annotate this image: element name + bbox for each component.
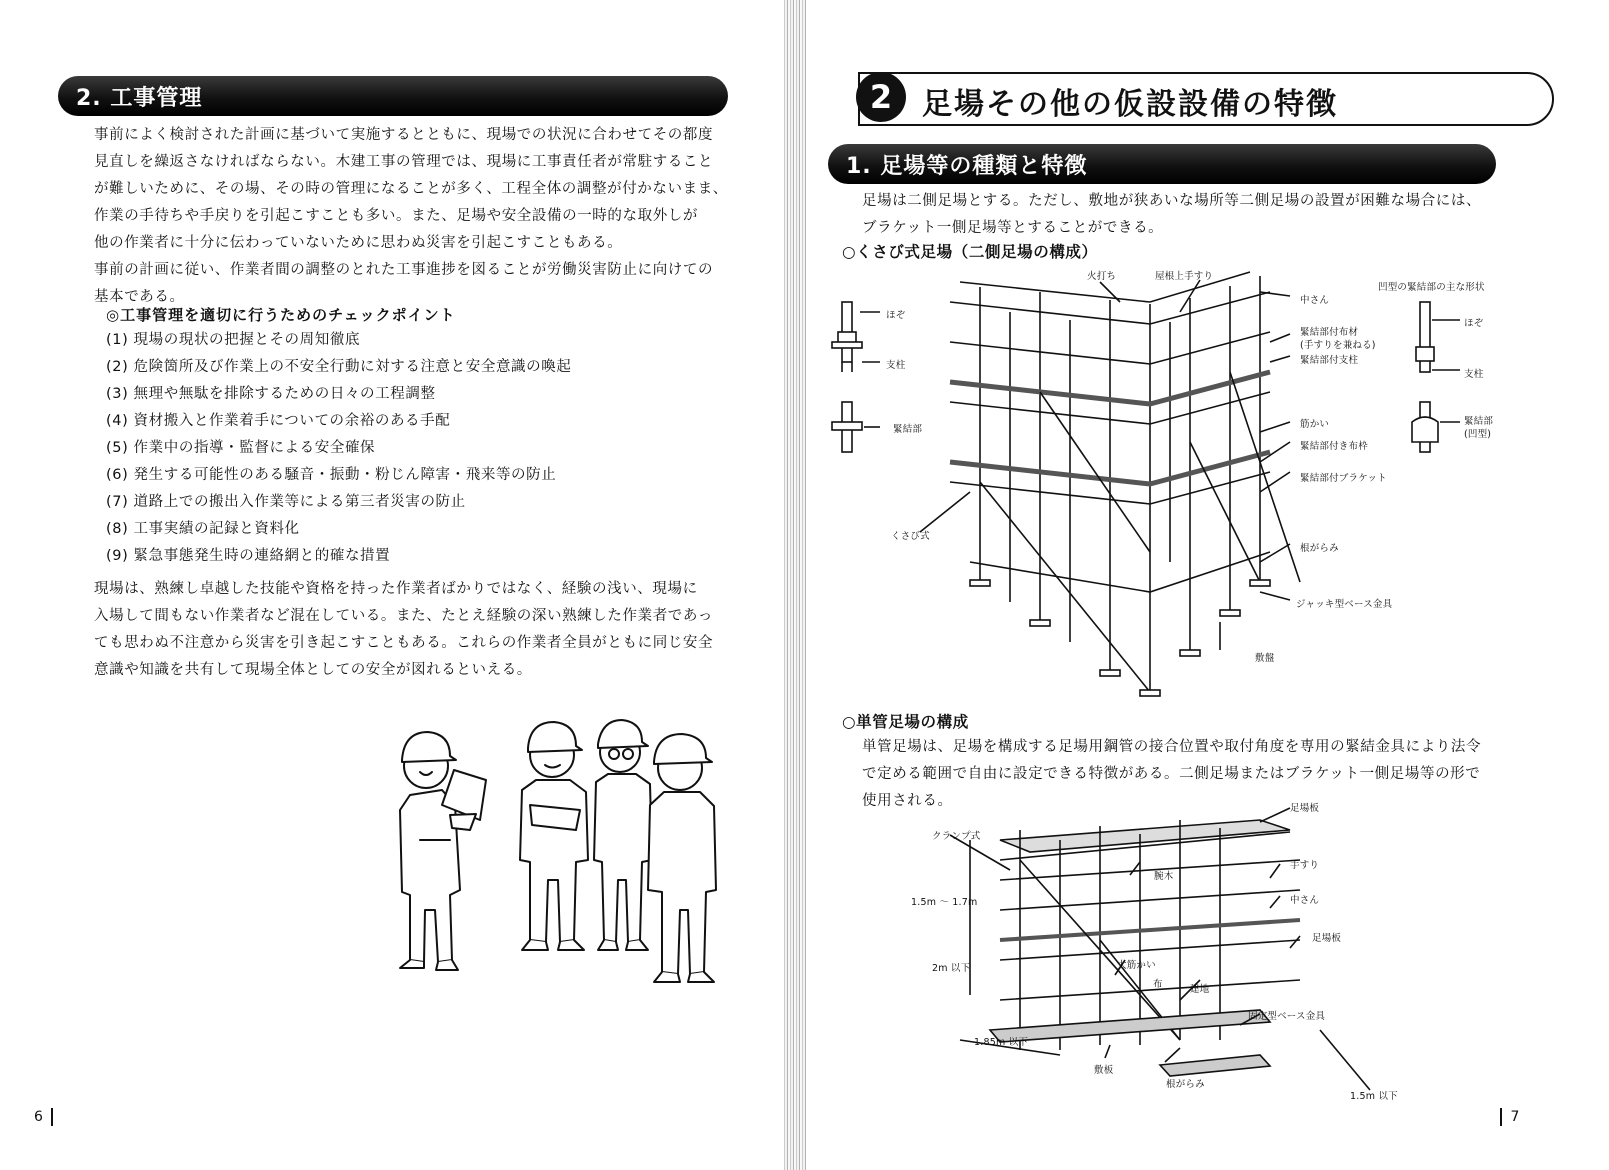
- label-hozo-left: ほぞ: [886, 310, 906, 321]
- label-clamp: クランプ式: [932, 831, 981, 842]
- page-number-text: 7: [1510, 1109, 1520, 1125]
- label-nuno: 布: [1153, 979, 1163, 990]
- chapter-title: 足場その他の仮設設備の特徴: [922, 87, 1338, 122]
- book-gutter: [784, 0, 806, 1170]
- intro-paragraph: [94, 122, 734, 311]
- label-yaneue-tesuri: 屋根上手すり: [1155, 271, 1214, 282]
- section-header-scaffold-types: [828, 144, 1496, 184]
- section-title: 2. 工事管理: [76, 86, 203, 111]
- label-ashibaita-mid: 足場板: [1312, 933, 1342, 944]
- text-line: 事前の計画に従い、作業者間の調整のとれた工事進捗を図ることが労働災害防止に向けての: [94, 262, 714, 278]
- label-kinketsubu-left: 緊結部: [893, 424, 923, 435]
- text-line: 意識や知識を共有して現場全体としての安全が図れるといえる。: [94, 662, 532, 678]
- text-line: 見直しを繰返さなければならない。木建工事の管理では、現場に工事責任者が常駐すること: [94, 154, 714, 170]
- label-kinketsubu-right: 緊結部: [1464, 416, 1494, 427]
- label-jack-base: ジャッキ型ベース金具: [1296, 599, 1393, 610]
- section-header-construction-management: [58, 76, 728, 116]
- worker-arms-crossed: [520, 722, 588, 950]
- label-height-1: 1.5m ～ 1.7m: [911, 897, 978, 908]
- label-kotei-base: 固定型ベース金具: [1248, 1011, 1326, 1022]
- label-shichu-right: 支柱: [1464, 369, 1484, 380]
- worker-with-glasses: [594, 720, 652, 950]
- label-kinketsu-bracket: 緊結部付ブラケット: [1300, 473, 1387, 484]
- worker-with-clipboard: [400, 732, 486, 970]
- text-line: 使用される。: [862, 793, 953, 809]
- checklist: [106, 327, 571, 570]
- text-line: 他の作業者に十分に伝わっていないために思わぬ災害を引起こすこともある。: [94, 235, 623, 251]
- checklist-item: (2) 危険箇所及び作業上の不安全行動に対する注意と安全意識の喚起: [106, 359, 572, 375]
- kusabi-scaffold-diagram: [820, 262, 1510, 712]
- checklist-title: ◎工事管理を適切に行うためのチェックポイント: [106, 306, 456, 324]
- text-line: 入場して間もない作業者など混在している。また、たとえ経験の深い熟練した作業者であっ: [94, 608, 713, 624]
- text-line: が難しいために、その場、その時の管理になることが多く、工程全体の調整が付かないまま、: [94, 181, 728, 197]
- label-kinketsu-sakuzai: 緊結部付布材: [1300, 327, 1359, 338]
- label-osujikai: 大筋かい: [1117, 960, 1156, 971]
- label-nakasan: 中さん: [1290, 895, 1320, 906]
- label-otogata-right: (凹型): [1464, 429, 1492, 440]
- label-otogata-title: 凹型の緊結部の主な形状: [1378, 282, 1485, 293]
- label-width-2: 1.5m 以下: [1350, 1091, 1398, 1102]
- label-height-2: 2m 以下: [932, 963, 971, 974]
- label-negarami: 根がらみ: [1300, 543, 1339, 554]
- label-shikiita: 敷盤: [1255, 653, 1275, 664]
- page-number-rule: [1500, 1108, 1502, 1126]
- text-line: ても思わぬ不注意から災害を引き起こすこともある。これらの作業者全員がともに同じ安全: [94, 635, 714, 651]
- label-kinketsu-shichu: 緊結部付支柱: [1300, 355, 1359, 366]
- label-shichu-left: 支柱: [886, 360, 906, 371]
- checklist-item: (4) 資材搬入と作業着手についての余裕のある手配: [106, 413, 451, 429]
- page-number-text: 6: [34, 1109, 43, 1125]
- label-sujikai: 筋かい: [1300, 419, 1330, 430]
- post-detail-right: [1412, 302, 1460, 452]
- section-title: 1. 足場等の種類と特徴: [846, 154, 1088, 179]
- checklist-item: (8) 工事実績の記録と資料化: [106, 521, 300, 537]
- text-line: 足場は二側足場とする。ただし、敷地が狭あいな場所等二側足場の設置が困難な場合には、: [862, 193, 1482, 209]
- tankan-heading: ○単管足場の構成: [842, 713, 969, 731]
- closing-paragraph: [94, 576, 734, 684]
- label-tesuri: 手すり: [1290, 860, 1320, 871]
- chapter-header: [858, 72, 1554, 126]
- post-detail-left: [832, 302, 880, 452]
- label-hiuchi: 火打ち: [1087, 271, 1117, 282]
- label-tateji: 建地: [1190, 984, 1210, 995]
- label-width-1: 1.85m 以下: [974, 1037, 1029, 1048]
- text-line: 事前によく検討された計画に基づいて実施するとともに、現場での状況に合わせてその都度: [94, 127, 714, 143]
- text-line: 作業の手待ちや手戻りを引起こすことも多い。また、足場や安全設備の一時的な取外しが: [94, 208, 698, 224]
- checklist-item: (1) 現場の現状の把握とその周知徹底: [106, 332, 361, 348]
- checklist-item: (5) 作業中の指導・監督による安全確保: [106, 440, 376, 456]
- scaffold-intro: [862, 188, 1502, 242]
- label-hozo-right: ほぞ: [1464, 318, 1484, 329]
- text-line: 単管足場は、足場を構成する足場用鋼管の接合位置や取付角度を専用の緊結金具により法令: [862, 739, 1482, 755]
- label-kinketsu-nuno: 緊結部付き布枠: [1300, 441, 1368, 452]
- worker-front: [648, 734, 716, 982]
- chapter-number: 2: [856, 72, 906, 122]
- text-line: 基本である。: [94, 289, 185, 305]
- checklist-item: (9) 緊急事態発生時の連絡網と的確な措置: [106, 548, 391, 564]
- label-udegi: 腕木: [1154, 871, 1174, 882]
- label-negarami: 根がらみ: [1166, 1079, 1205, 1090]
- checklist-item: (6) 発生する可能性のある騒音・振動・粉じん障害・飛来等の防止: [106, 467, 557, 483]
- text-line: で定める範囲で自由に設定できる特徴がある。二側足場またはブラケット一側足場等の形で: [862, 766, 1481, 782]
- page-number-right: [1500, 1108, 1519, 1126]
- text-line: ブラケット一側足場等とすることができる。: [862, 220, 1164, 236]
- workers-illustration: [380, 710, 720, 990]
- tankan-scaffold-diagram: [900, 800, 1460, 1100]
- label-kusabishiki: くさび式: [891, 531, 930, 542]
- kusabi-heading: ○くさび式足場（二側足場の構成）: [842, 243, 1098, 261]
- page-number-left: [34, 1108, 53, 1126]
- label-tesuri-kaneru: (手すりを兼ねる): [1300, 340, 1376, 351]
- checklist-item: (3) 無理や無駄を排除するための日々の工程調整: [106, 386, 436, 402]
- label-nakasan: 中さん: [1300, 295, 1330, 306]
- page-number-rule: [51, 1108, 53, 1126]
- kusabi-scaffold-frame: [920, 272, 1300, 696]
- label-shikiita: 敷板: [1094, 1065, 1114, 1076]
- left-page: [0, 0, 790, 1170]
- label-ashibaita-top: 足場板: [1290, 803, 1320, 814]
- text-line: 現場は、熟練し卓越した技能や資格を持った作業者ばかりではなく、経験の浅い、現場に: [94, 581, 698, 597]
- checklist-item: (7) 道路上での搬出入作業等による第三者災害の防止: [106, 494, 466, 510]
